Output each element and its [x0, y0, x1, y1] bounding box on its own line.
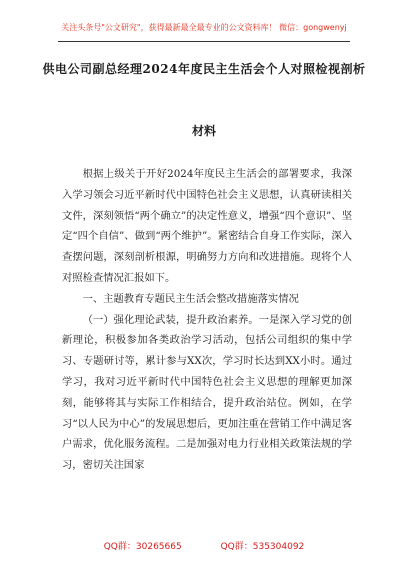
footer-qq-group-2: QQ群：535304092: [220, 542, 305, 552]
section-heading: 一、主题教育专题民主生活会整改措施落实情况: [82, 292, 299, 305]
intro-paragraph: 根据上级关于开好2024年度民主生活会的部署要求，我深入学习领会习近平新时代中国特色社会主义思想，认真研读相关文件，深刻领悟“两个确立”的决定性意义，增强“四个意识”、坚定“四个自信”、做到“两个维护”。紧密结合自身工作实际，深入查摆问题，深刻剖析根源，明确努力方向和改进措施。现将个人对照检查情况汇报如下。: [62, 168, 352, 284]
document-title-continued: 材料: [191, 124, 216, 138]
document-title: 供电公司副总经理2024年度民主生活会个人对照检视剖析: [42, 62, 366, 76]
footer-qq-group-1: QQ群：30265665: [103, 542, 182, 552]
body-paragraph: （一）强化理论武装，提升政治素养。一是深入学习党的创新理论，积极参加各类政治学习活动，包括公司组织的集中学习、专题研讨等，累计参与XX次，学习时长达到XX小时。通过学习，我对习近平新时代中国特色社会主义思想的理解更加深刻，能够将其与实际工作相结合，提升政治站位。例如，在学习“以人民为中心”的发展思想后，更加注重在营销工作中满足客户需求，优化服务流程。二是加强对电力行业相关政策法规的学习，密切关注国家: [62, 313, 352, 472]
header-banner: 关注头条号"公文研究"，获得最新最全最专业的公文资料库！ 微信：gongwenyj: [61, 23, 347, 32]
document-body: [62, 164, 352, 476]
footer-contact: [0, 539, 408, 552]
header-divider: [58, 41, 350, 42]
